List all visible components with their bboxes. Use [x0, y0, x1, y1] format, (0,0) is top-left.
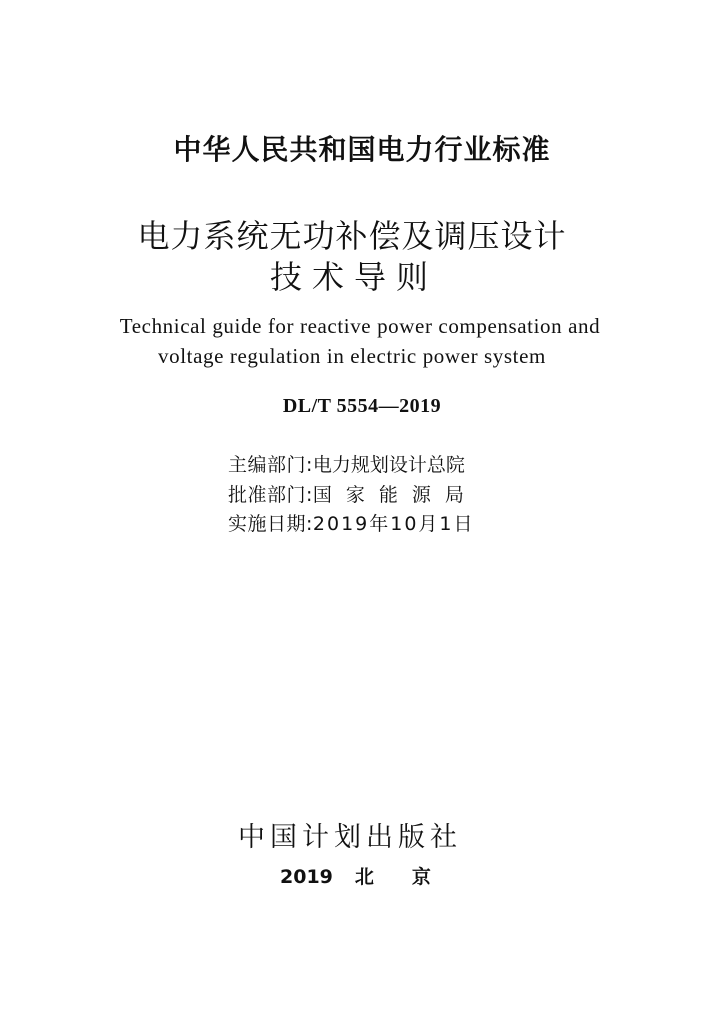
publication-place	[280, 862, 469, 889]
date-label: 实施日期:	[228, 513, 313, 535]
date-value: 2019年10月1日	[312, 513, 475, 535]
approver-label: 批准部门:	[228, 484, 313, 506]
editor-value: 电力规划设计总院	[312, 454, 465, 476]
standard-number: DL/T 5554—2019	[282, 395, 442, 417]
chinese-title-line-1: 电力系统无功补偿及调压设计	[137, 217, 567, 255]
english-title-line-2: voltage regulation in electric power system	[158, 344, 546, 368]
publication-city: 北京	[354, 866, 469, 888]
chinese-title-line-2: 技术导则	[269, 258, 438, 296]
effective-date-row	[228, 509, 475, 536]
publisher-name: 中国计划出版社	[238, 822, 462, 853]
editor-department-row	[228, 450, 465, 477]
english-title-line-1: Technical guide for reactive power compensation and	[119, 314, 601, 338]
editor-label: 主编部门:	[228, 454, 313, 476]
approver-department-row	[228, 480, 478, 507]
publication-year: 2019	[280, 866, 333, 888]
approver-value: 国家能源局	[312, 484, 478, 506]
standard-series-heading: 中华人民共和国电力行业标准	[173, 133, 551, 166]
